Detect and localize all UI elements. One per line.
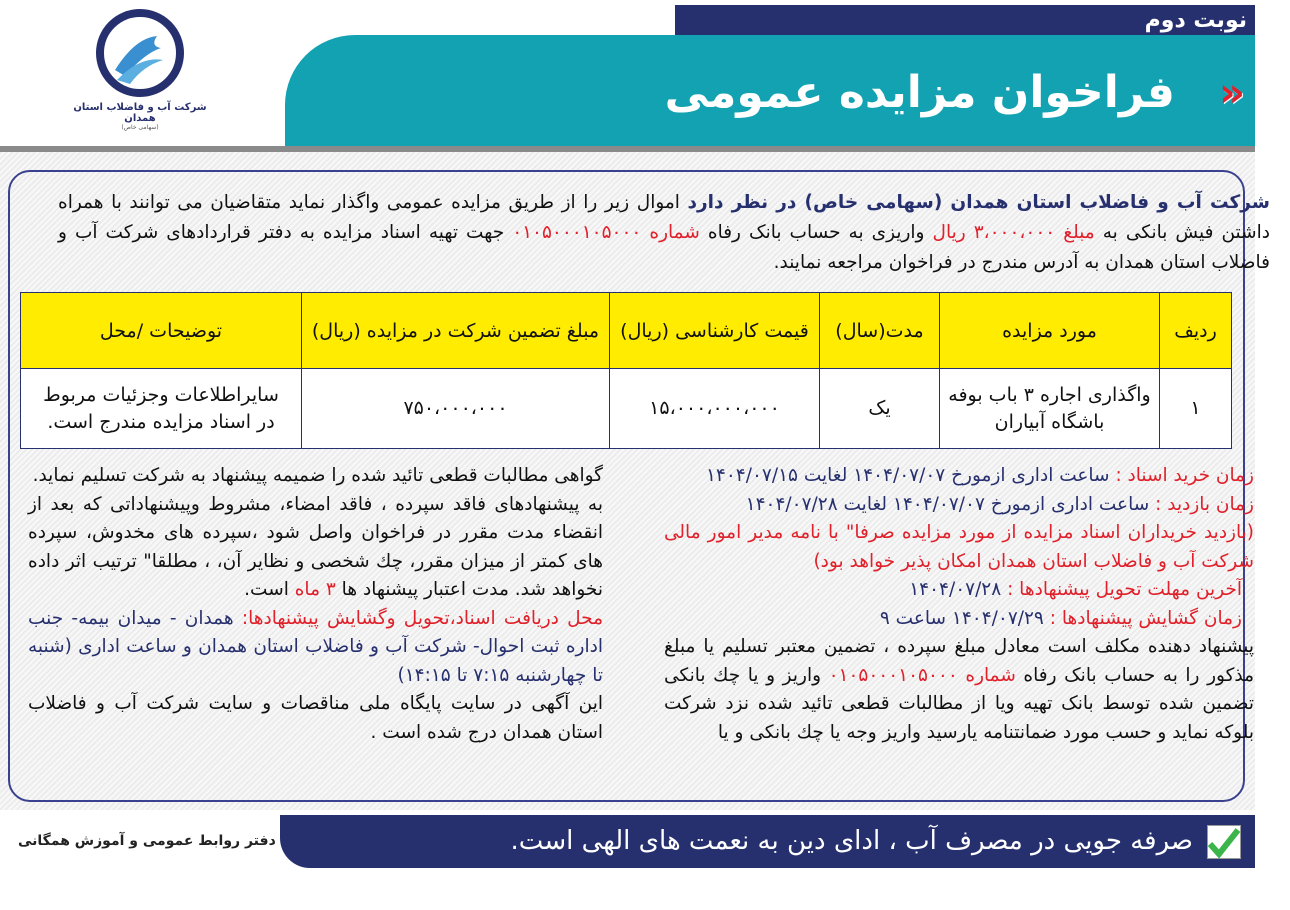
fee-amount: مبلغ ۳،۰۰۰،۰۰۰ ریال xyxy=(932,222,1095,243)
cell-notes: سایراطلاعات وجزئیات مربوط در اسناد مزایده مندرج است. xyxy=(21,369,302,449)
header-duration: مدت(سال) xyxy=(820,293,940,369)
auction-table xyxy=(20,292,1232,449)
title-banner xyxy=(285,35,1255,147)
header-item: مورد مزایده xyxy=(940,293,1160,369)
footer-office: دفتر روابط عمومی و آموزش همگانی xyxy=(18,833,276,849)
intro-text: اموال زیر را از طریق مزایده عمومی واگذار نماید متقاضیان می توانند با همراه داشتن فیش بانکی به xyxy=(58,192,1270,243)
cell-expert-price: ۱۵،۰۰۰،۰۰۰،۰۰۰ xyxy=(610,369,820,449)
text: واریز و یا چك بانکی تضمین شده توسط بانک تهیه ویا از مطالبات قطعی تائید شده نزد شرکت بلوکه نماید و حسب مورد ضمانتنامه یارسید واریز وجه یا چك بانکی و یا xyxy=(664,664,1254,743)
value: ۱۴۰۴/۰۷/۲۸ xyxy=(909,579,1002,600)
cell-duration: یک xyxy=(820,369,940,449)
validity-period: ۳ ماه xyxy=(294,579,336,600)
purchase-time xyxy=(664,462,1254,491)
text: به پیشنهادهای فاقد سپرده ، فاقد امضاء، مشروط وپیشنهاداتی که بعد از انقضاء مدت مقرر در فراخوان واصل شود ،سپرده های مخدوش، سپرده های کمتر از میزان مقرر، چك شخصی و نظایر آن، ، مطلقا" ترتیب اثر داده نخواهد شد. مدت اعتبار پیشنهاد ها xyxy=(28,493,603,600)
footer-slogan: صرفه جویی در مصرف آب ، ادای دین به نعمت های الهی است. xyxy=(510,826,1193,856)
label: زمان بازدید : xyxy=(1149,493,1254,515)
rejection-paragraph xyxy=(28,491,603,605)
table-header-row xyxy=(21,293,1232,369)
value: ۱۴۰۴/۰۷/۲۹ ساعت ۹ xyxy=(879,607,1044,629)
footer-banner xyxy=(280,815,1255,868)
visit-time xyxy=(664,491,1254,520)
cell-item: واگذاری اجاره ۳ باب بوفه باشگاه آبیاران xyxy=(940,369,1160,449)
opening-time xyxy=(664,605,1254,634)
label: زمان گشایش پیشنهادها : xyxy=(1043,607,1242,629)
address-paragraph xyxy=(28,605,603,691)
logo-company-name: شرکت آب و فاضلاب استان همدان xyxy=(73,102,207,124)
label: محل دریافت اسناد،تحویل وگشایش پیشنهادها: xyxy=(233,607,603,629)
value: ساعت اداری ازمورخ ۱۴۰۴/۰۷/۰۷ لغایت ۱۴۰۴/۰۷/۲۸ xyxy=(745,493,1150,515)
table-row xyxy=(21,369,1232,449)
header-expert-price: قیمت کارشناسی (ریال) xyxy=(610,293,820,369)
label: زمان خرید اسناد : xyxy=(1109,465,1254,486)
value: همدان - میدان بیمه- جنب اداره ثبت احوال- شرکت آب و فاضلاب استان همدان و ساعت اداری (شنبه تا چهارشنبه ۷:۱۵ تا ۱۴:۱۵) xyxy=(28,607,603,686)
turn-label: نوبت دوم xyxy=(675,5,1255,37)
intro-paragraph xyxy=(58,188,1270,278)
account-number: شماره ۰۱۰۵۰۰۰۱۰۵۰۰۰ xyxy=(828,664,1016,686)
intro-text: جهت تهیه اسناد مزایده به دفتر قراردادهای شرکت آب و فاضلاب استان همدان به آدرس مندرج در فراخوان مراجعه نمایند. xyxy=(58,222,1270,273)
label: آخرین مهلت تحویل پیشنهادها : xyxy=(1001,579,1242,600)
text: پیشنهاد دهنده مکلف است معادل مبلغ سپرده ، تضمین معتبر تسلیم یا مبلغ مذکور را به حساب بانک رفاه xyxy=(664,636,1254,686)
intro-text: واریزی به حساب بانک رفاه xyxy=(699,222,933,243)
water-wave-logo-icon xyxy=(95,8,185,98)
value: ساعت اداری ازمورخ ۱۴۰۴/۰۷/۰۷ لغایت ۱۴۰۴/۰۷/۱۵ xyxy=(706,465,1110,486)
company-name: شرکت آب و فاضلاب استان همدان (سهامی خاص) در نظر دارد xyxy=(687,192,1271,213)
visit-note: (بازدید خریداران اسناد مزایده از مورد مزایده صرفا" با نامه مدیر امور مالی شرکت آب و فاضلاب استان همدان امکان پذیر خواهد بود) xyxy=(664,522,1254,572)
publication-paragraph: این آگهی در سایت پایگاه ملی مناقصات و سایت شرکت آب و فاضلاب استان همدان درج شده است . xyxy=(28,693,603,743)
header-guarantee: مبلغ تضمین شرکت در مزایده (ریال) xyxy=(302,293,610,369)
logo-subtitle: (سهامی خاص) xyxy=(121,124,159,131)
guarantee-paragraph xyxy=(664,633,1254,747)
company-logo xyxy=(60,8,220,138)
cell-guarantee: ۷۵۰،۰۰۰،۰۰۰ xyxy=(302,369,610,449)
header-notes: توضیحات /محل xyxy=(21,293,302,369)
cell-row-number: ۱ xyxy=(1160,369,1232,449)
account-number: شماره ۰۱۰۵۰۰۰۱۰۵۰۰۰ xyxy=(512,222,700,243)
chevron-icon: « xyxy=(1219,70,1245,116)
schedule-column xyxy=(664,462,1254,747)
checkmark-icon xyxy=(1207,825,1241,859)
header-row-number: ردیف xyxy=(1160,293,1232,369)
deadline xyxy=(664,576,1254,605)
conditions-column xyxy=(28,462,603,747)
certificate-paragraph: گواهی مطالبات قطعی تائید شده را ضمیمه پیشنهاد به شرکت تسلیم نماید. xyxy=(32,465,603,486)
page-title: فراخوان مزایده عمومی xyxy=(664,67,1175,118)
text: است. xyxy=(244,579,295,600)
